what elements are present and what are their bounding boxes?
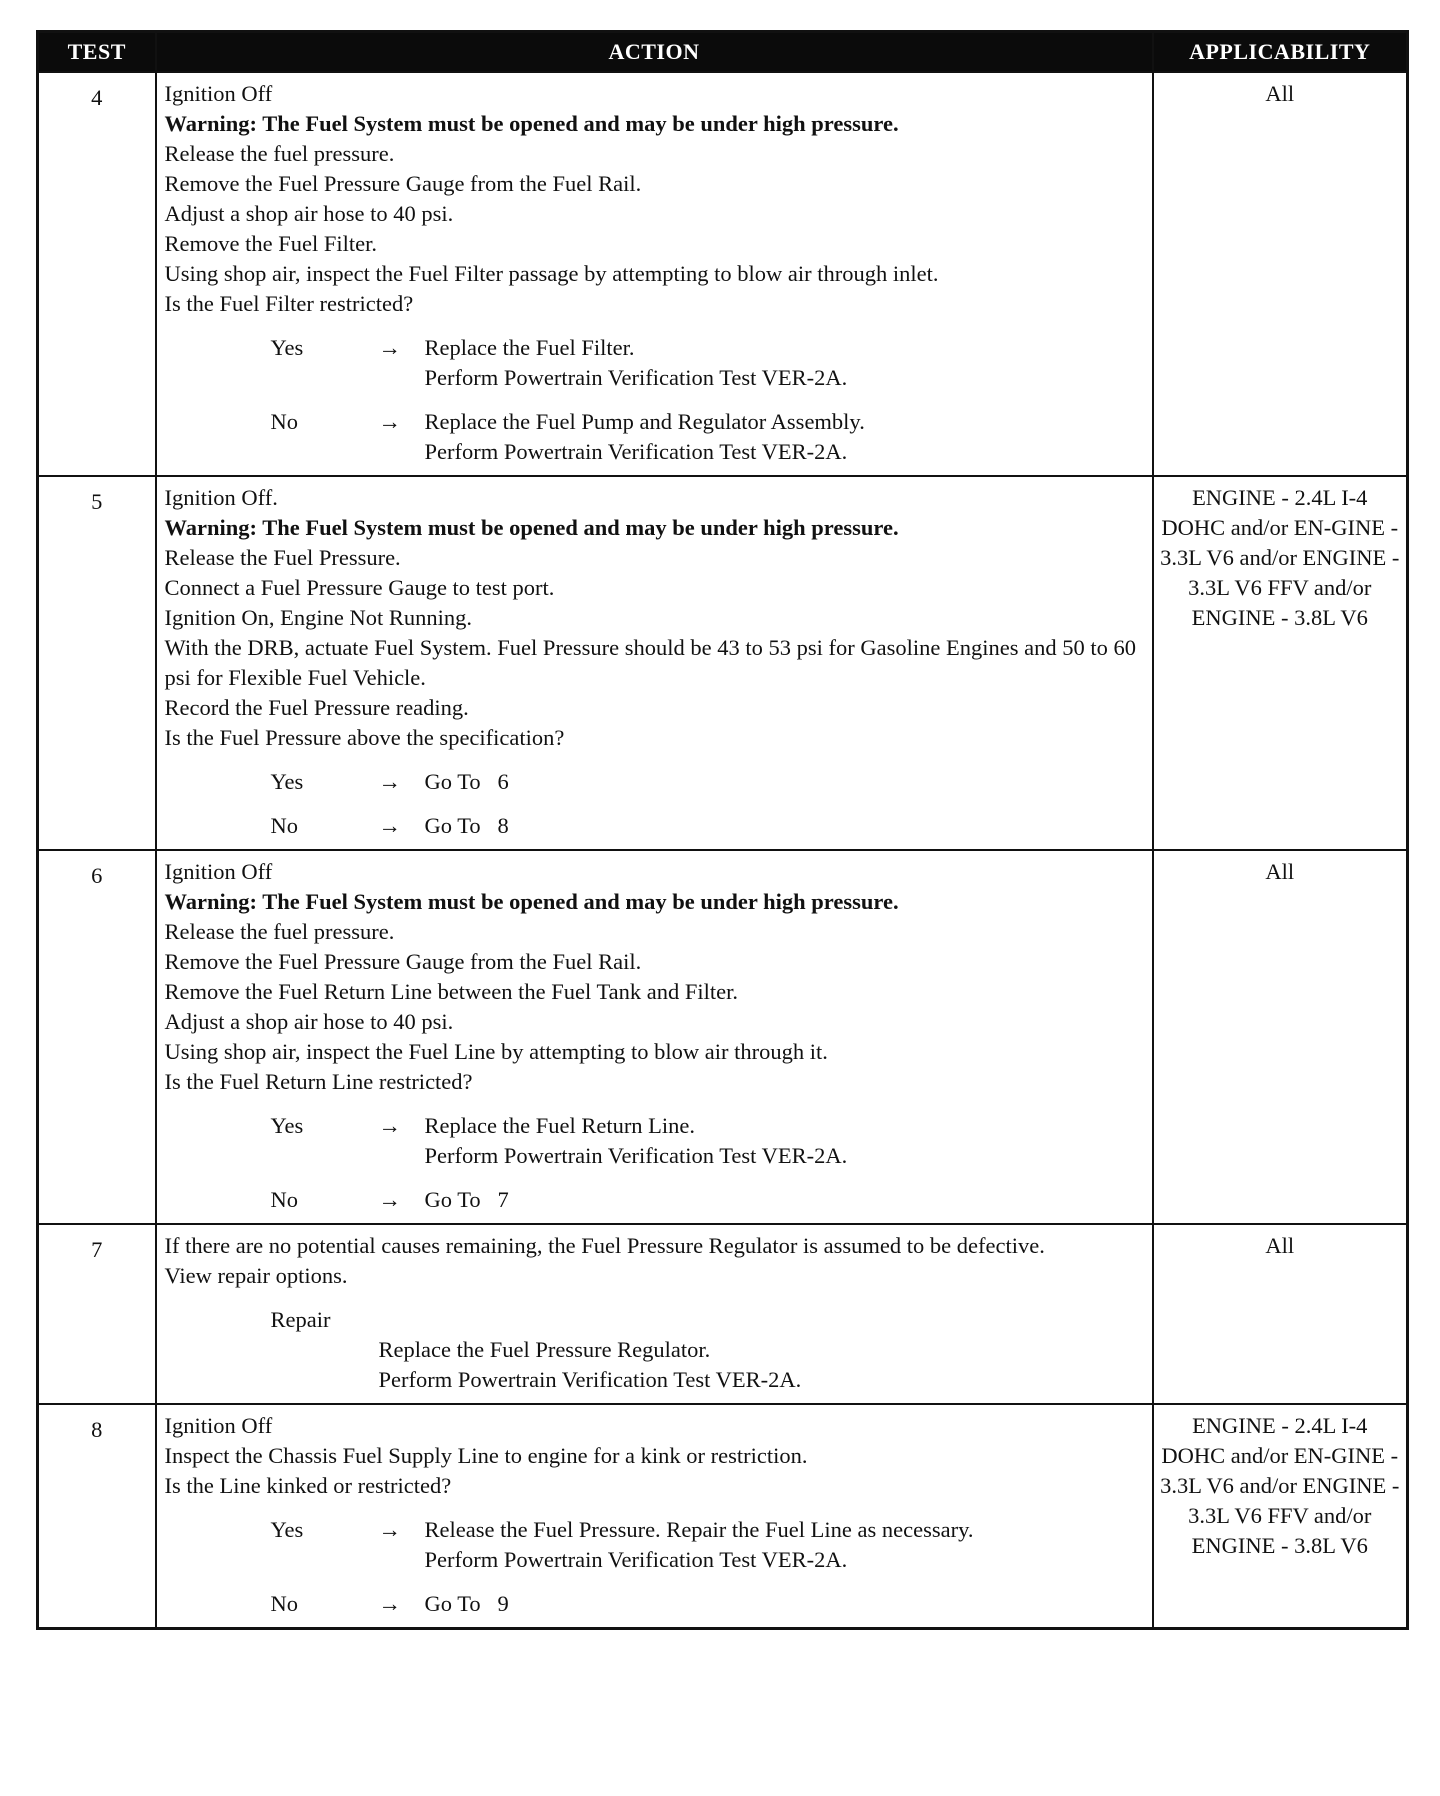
arrow-icon: →: [378, 409, 401, 434]
arrow-icon: →: [378, 1517, 401, 1542]
test-number: 8: [38, 1404, 156, 1629]
action-line: Inspect the Chassis Fuel Supply Line to engine for a kink or restriction.: [164, 1443, 808, 1468]
branch-line: Go To 9: [424, 1591, 509, 1616]
no-branch: [165, 811, 1144, 841]
branch-line: Release the Fuel Pressure. Repair the Fuel Line as necessary.: [424, 1517, 974, 1542]
applicability-cell: All: [1153, 1224, 1408, 1404]
arrow-icon: →: [378, 1113, 401, 1138]
branch-line: Perform Powertrain Verification Test VER-2A.: [424, 1547, 848, 1572]
action-line: Release the fuel pressure.: [164, 919, 395, 944]
arrow-icon: →: [378, 813, 401, 838]
header-action: ACTION: [156, 32, 1153, 73]
repair-label: Repair: [270, 1307, 331, 1332]
warning-line: Warning: The Fuel System must be opened and may be under high pressure.: [164, 889, 899, 914]
test-number: 7: [38, 1224, 156, 1404]
action-line: Ignition Off.: [164, 485, 278, 510]
action-line: View repair options.: [164, 1263, 348, 1288]
question-line: Is the Fuel Pressure above the specification?: [164, 725, 565, 750]
question-line: Is the Fuel Return Line restricted?: [164, 1069, 473, 1094]
table-row: [38, 476, 1408, 850]
no-label: No: [270, 813, 298, 838]
arrow-icon: →: [378, 1591, 401, 1616]
action-line: Ignition Off: [164, 81, 273, 106]
action-line: Record the Fuel Pressure reading.: [164, 695, 469, 720]
action-line: Connect a Fuel Pressure Gauge to test port.: [164, 575, 555, 600]
action-line: Remove the Fuel Filter.: [164, 231, 377, 256]
table-row: [38, 1224, 1408, 1404]
applicability-cell: ENGINE - 2.4L I-4 DOHC and/or EN-GINE - 3.3L V6 and/or ENGINE - 3.3L V6 FFV and/or ENGINE - 3.8L V6: [1153, 476, 1408, 850]
table-row: [38, 1404, 1408, 1629]
repair-line: Replace the Fuel Pressure Regulator.: [378, 1337, 711, 1362]
branch-line: Replace the Fuel Pump and Regulator Assembly.: [424, 409, 865, 434]
no-label: No: [270, 1591, 298, 1616]
no-branch: [165, 407, 1144, 467]
header-test: TEST: [38, 32, 156, 73]
branch-line: Perform Powertrain Verification Test VER-2A.: [424, 439, 848, 464]
yes-label: Yes: [270, 335, 304, 360]
yes-label: Yes: [270, 769, 304, 794]
action-line: Remove the Fuel Pressure Gauge from the Fuel Rail.: [164, 949, 642, 974]
action-line: If there are no potential causes remaining, the Fuel Pressure Regulator is assumed to be defective.: [164, 1233, 1045, 1258]
action-line: Adjust a shop air hose to 40 psi.: [164, 201, 454, 226]
warning-line: Warning: The Fuel System must be opened and may be under high pressure.: [164, 111, 899, 136]
yes-label: Yes: [270, 1113, 304, 1138]
action-cell: [156, 476, 1153, 850]
repair-steps: [165, 1335, 1144, 1395]
action-line: Using shop air, inspect the Fuel Filter passage by attempting to blow air through inlet.: [164, 261, 939, 286]
action-line: Release the fuel pressure.: [164, 141, 395, 166]
no-branch: [165, 1589, 1144, 1619]
action-line: Using shop air, inspect the Fuel Line by attempting to blow air through it.: [164, 1039, 828, 1064]
yes-branch: [165, 767, 1144, 797]
table-header-row: [38, 32, 1408, 73]
branch-line: Perform Powertrain Verification Test VER-2A.: [424, 365, 848, 390]
test-number: 5: [38, 476, 156, 850]
test-number: 6: [38, 850, 156, 1224]
action-line: Ignition Off: [164, 1413, 273, 1438]
action-cell: [156, 1224, 1153, 1404]
yes-label: Yes: [270, 1517, 304, 1542]
action-cell: [156, 72, 1153, 476]
warning-line: Warning: The Fuel System must be opened and may be under high pressure.: [164, 515, 899, 540]
table-row: [38, 850, 1408, 1224]
applicability-cell: ENGINE - 2.4L I-4 DOHC and/or EN-GINE - 3.3L V6 and/or ENGINE - 3.3L V6 FFV and/or ENGINE - 3.8L V6: [1153, 1404, 1408, 1629]
branch-line: Perform Powertrain Verification Test VER-2A.: [424, 1143, 848, 1168]
diagnostic-test-table: [36, 30, 1409, 1630]
applicability-cell: All: [1153, 850, 1408, 1224]
action-line: Remove the Fuel Pressure Gauge from the Fuel Rail.: [164, 171, 642, 196]
repair-line: Perform Powertrain Verification Test VER-2A.: [378, 1367, 802, 1392]
applicability-cell: All: [1153, 72, 1408, 476]
arrow-icon: →: [378, 335, 401, 360]
no-branch: [165, 1185, 1144, 1215]
yes-branch: [165, 1515, 1144, 1575]
question-line: Is the Line kinked or restricted?: [164, 1473, 452, 1498]
yes-branch: [165, 1111, 1144, 1171]
branch-line: Go To 7: [424, 1187, 509, 1212]
branch-line: Replace the Fuel Filter.: [424, 335, 635, 360]
arrow-icon: →: [378, 769, 401, 794]
arrow-icon: →: [378, 1187, 401, 1212]
no-label: No: [270, 1187, 298, 1212]
test-number: 4: [38, 72, 156, 476]
action-line: Release the Fuel Pressure.: [164, 545, 401, 570]
yes-branch: [165, 333, 1144, 393]
action-line: Ignition Off: [164, 859, 273, 884]
action-line: Ignition On, Engine Not Running.: [164, 605, 472, 630]
action-cell: [156, 850, 1153, 1224]
branch-line: Go To 8: [424, 813, 509, 838]
action-line: With the DRB, actuate Fuel System. Fuel Pressure should be 43 to 53 psi for Gasoline Engines and 50 to 60 psi for Flexible Fuel Vehicle.: [164, 635, 1136, 690]
action-line: Adjust a shop air hose to 40 psi.: [164, 1009, 454, 1034]
question-line: Is the Fuel Filter restricted?: [164, 291, 414, 316]
table-row: [38, 72, 1408, 476]
branch-line: Replace the Fuel Return Line.: [424, 1113, 696, 1138]
branch-line: Go To 6: [424, 769, 509, 794]
action-cell: [156, 1404, 1153, 1629]
header-applicability: APPLICABILITY: [1153, 32, 1408, 73]
no-label: No: [270, 409, 298, 434]
action-line: Remove the Fuel Return Line between the Fuel Tank and Filter.: [164, 979, 739, 1004]
